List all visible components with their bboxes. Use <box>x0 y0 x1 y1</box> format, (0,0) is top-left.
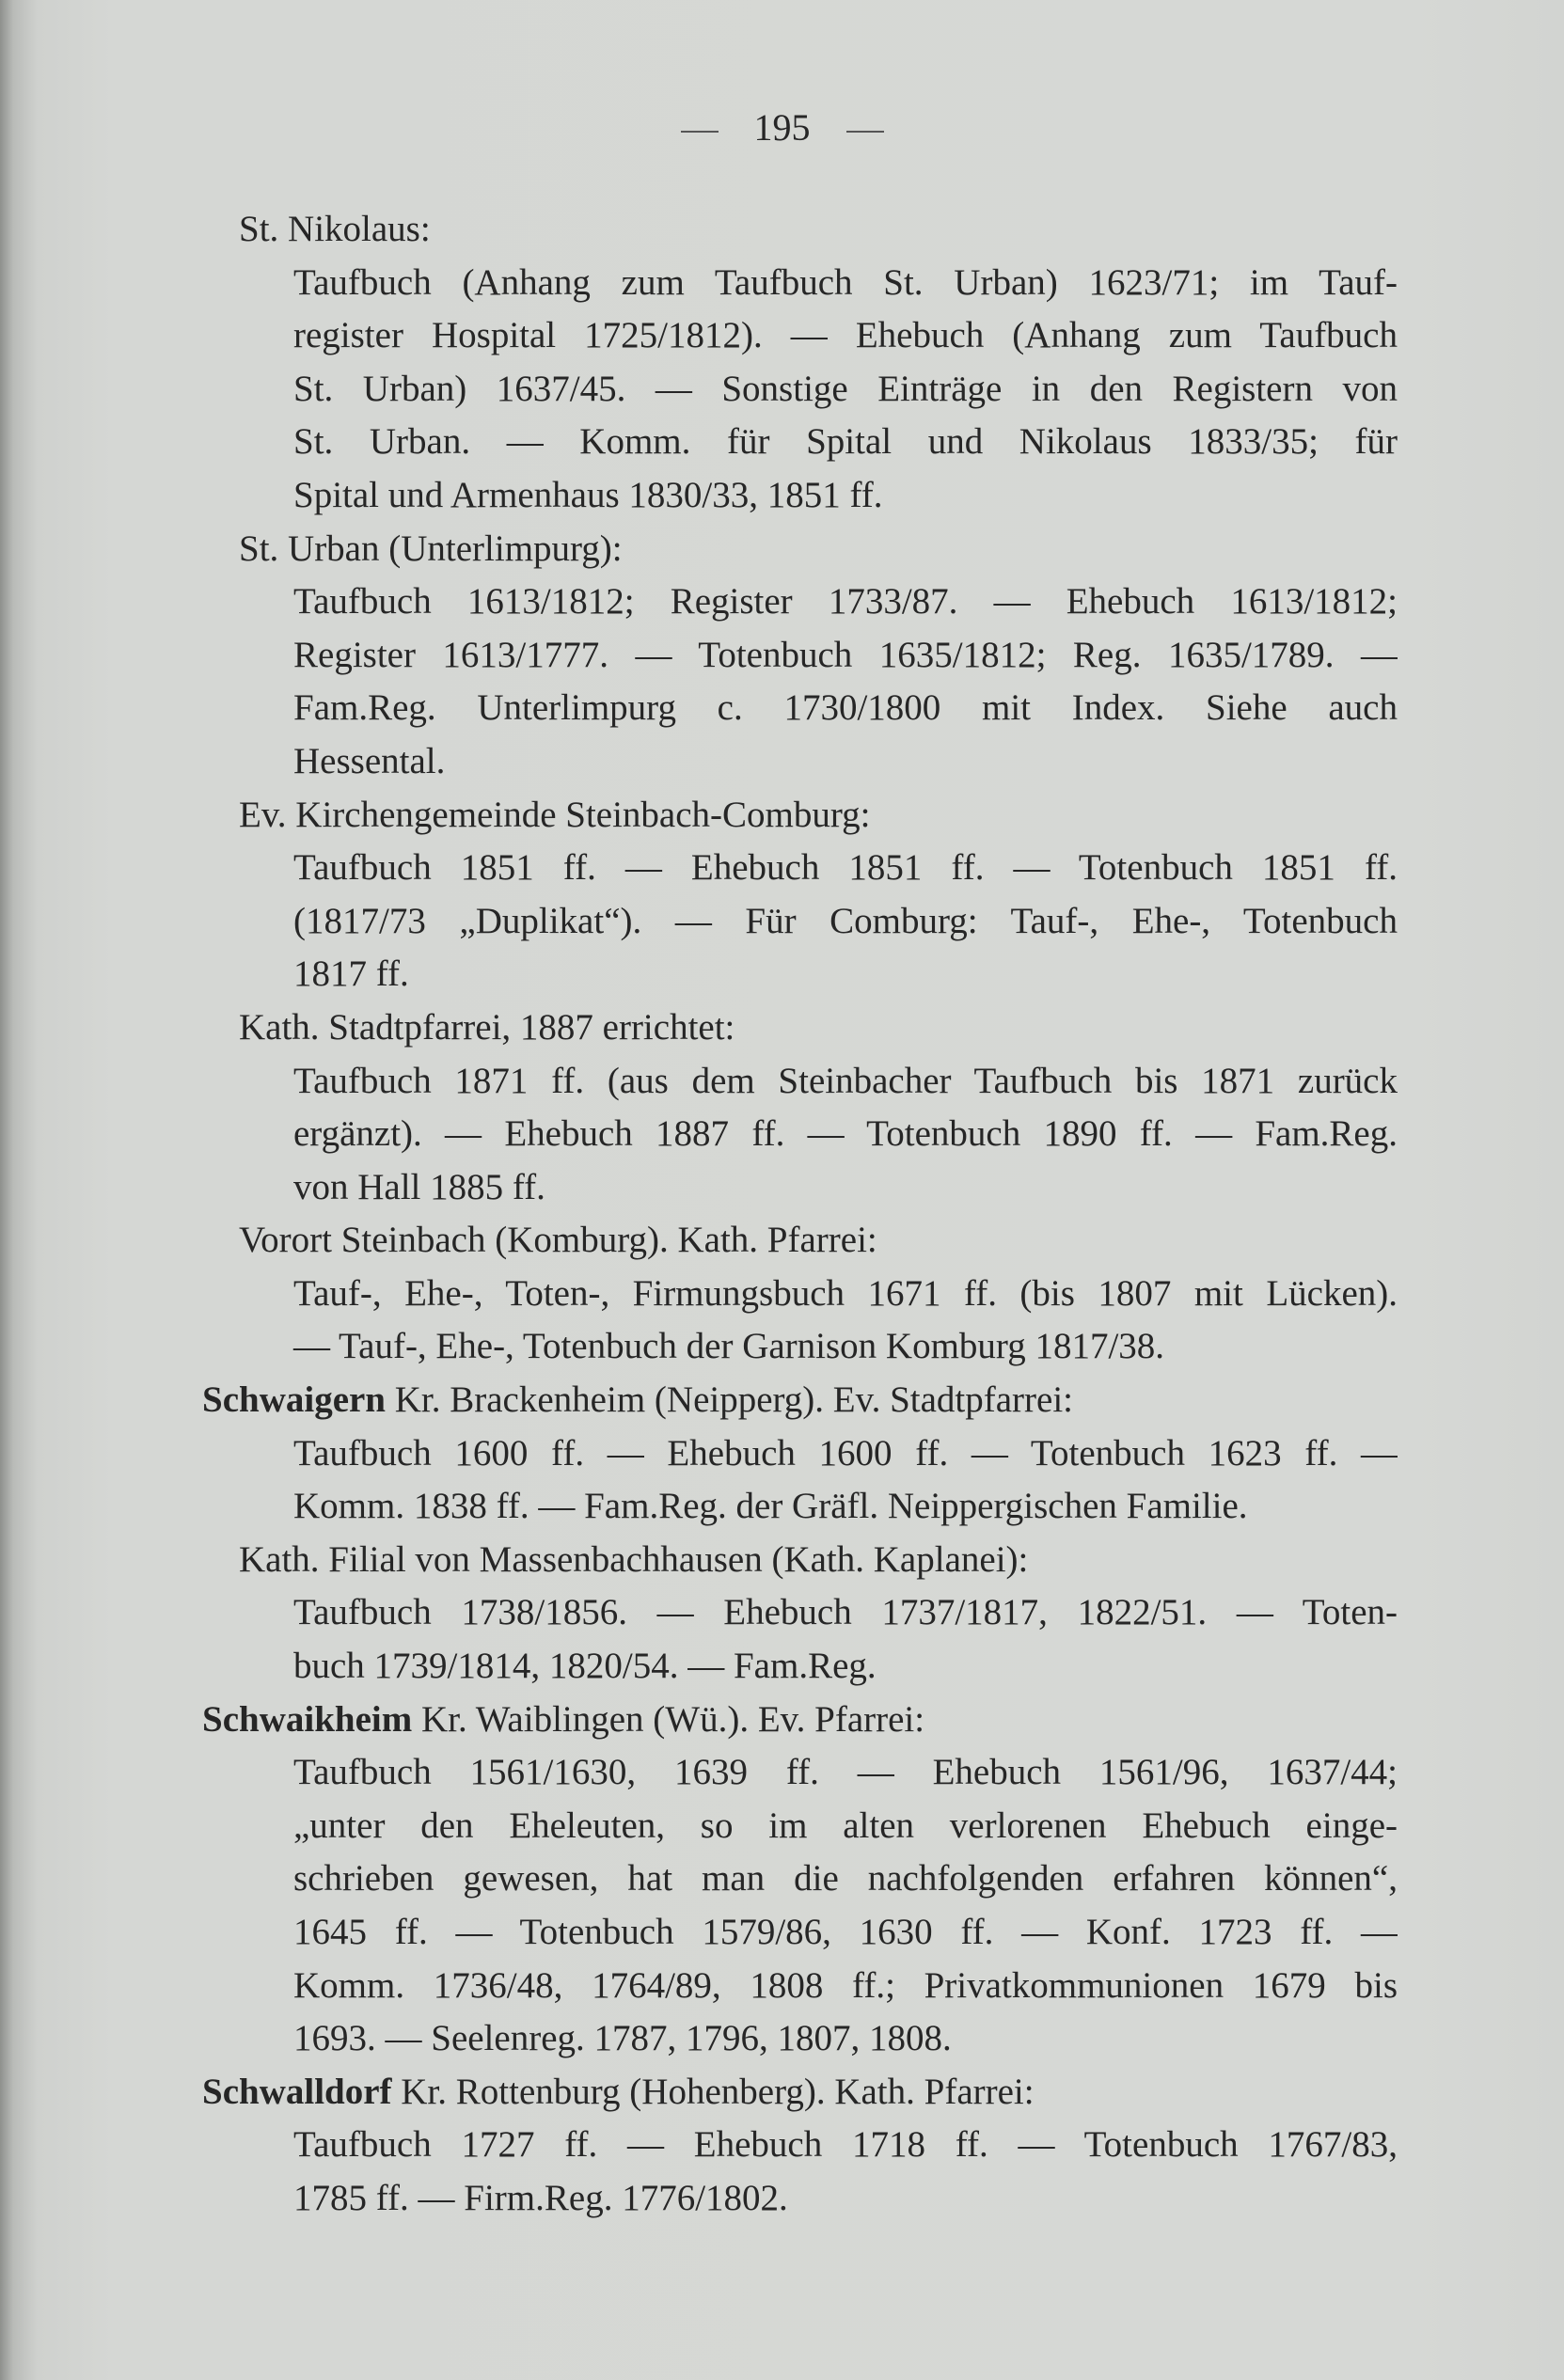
text-line <box>239 1214 1398 1268</box>
dash-left <box>681 131 719 133</box>
text-line <box>293 1108 1398 1161</box>
entry-paragraph <box>0 1268 1564 1374</box>
line-text: Komm. 1838 ff. — Fam.Reg. der Gräfl. Neippergischen Familie. <box>293 1486 1248 1527</box>
line-text: Kath. Filial von Massenbachhausen (Kath. Kaplanei): <box>239 1538 1029 1580</box>
text-line <box>293 1960 1398 2013</box>
line-text: Taufbuch 1600 ff. — Ehebuch 1600 ff. — Totenbuch 1623 ff. — <box>293 1432 1398 1474</box>
text-line <box>293 682 1398 735</box>
entry-paragraph <box>0 575 1564 788</box>
line-text: Register 1613/1777. — Totenbuch 1635/1812; Reg. 1635/1789. — <box>293 634 1398 675</box>
section-heading <box>0 1001 1564 1055</box>
line-text: 1693. — Seelenreg. 1787, 1796, 1807, 1808. <box>293 2018 952 2059</box>
text-line <box>239 523 1398 576</box>
line-text: Taufbuch 1613/1812; Register 1733/87. — Ehebuch 1613/1812; <box>293 581 1398 623</box>
line-text: register Hospital 1725/1812). — Ehebuch (Anhang zum Taufbuch <box>293 315 1398 356</box>
text-line <box>239 1001 1398 1055</box>
line-text: Taufbuch 1871 ff. (aus dem Steinbacher Taufbuch bis 1871 zurück <box>293 1060 1398 1101</box>
line-text: — Tauf-, Ehe-, Totenbuch der Garnison Komburg 1817/38. <box>293 1326 1165 1367</box>
text-line <box>293 416 1398 469</box>
line-text: 1645 ff. — Totenbuch 1579/86, 1630 ff. — Konf. 1723 ff. — <box>293 1912 1398 1952</box>
line-text: von Hall 1885 ff. <box>293 1166 545 1207</box>
entry-paragraph <box>0 1746 1564 2066</box>
section-heading <box>0 789 1564 843</box>
text-line <box>293 629 1398 683</box>
line-text: Fam.Reg. Unterlimpurg c. 1730/1800 mit Index. Siehe auch <box>293 687 1398 729</box>
text-line <box>293 842 1398 895</box>
entry-paragraph <box>0 257 1564 523</box>
line-text: Kr. Rottenburg (Hohenberg). Kath. Pfarrei: <box>391 2071 1035 2112</box>
text-line <box>293 1640 1398 1694</box>
text-line <box>293 2119 1398 2172</box>
text-line <box>293 1427 1398 1481</box>
place-name: Schwaigern <box>202 1379 386 1421</box>
line-text: schrieben gewesen, hat man die nachfolgenden erfahren können“, <box>293 1858 1398 1899</box>
text-line <box>202 1374 1398 1427</box>
line-text: Kr. Waiblingen (Wü.). Ev. Pfarrei: <box>412 1698 925 1740</box>
line-text: Taufbuch 1561/1630, 1639 ff. — Ehebuch 1561/96, 1637/44; <box>293 1752 1398 1793</box>
entry-paragraph <box>0 1586 1564 1693</box>
text-line <box>293 2172 1398 2226</box>
line-text: Kath. Stadtpfarrei, 1887 errichtet: <box>239 1006 735 1048</box>
entry-paragraph <box>0 1427 1564 1534</box>
line-text: St. Nikolaus: <box>239 209 431 249</box>
line-text: „unter den Eheleuten, so im alten verlorenen Ehebuch einge- <box>293 1805 1398 1846</box>
text-line <box>293 309 1398 363</box>
line-text: Komm. 1736/48, 1764/89, 1808 ff.; Privatkommunionen 1679 bis <box>293 1964 1398 2006</box>
text-line <box>293 1746 1398 1800</box>
section-heading <box>0 1214 1564 1268</box>
line-text: buch 1739/1814, 1820/54. — Fam.Reg. <box>293 1646 877 1687</box>
place-entry-heading <box>0 2066 1564 2120</box>
line-text: St. Urban (Unterlimpurg): <box>239 528 623 569</box>
text-line <box>239 203 1398 257</box>
text-line <box>293 1480 1398 1534</box>
line-text: Ev. Kirchengemeinde Steinbach-Comburg: <box>239 794 871 835</box>
line-text: Taufbuch (Anhang zum Taufbuch St. Urban) 1623/71; im Tauf- <box>293 261 1398 303</box>
line-text: St. Urban. — Komm. für Spital und Nikolaus 1833/35; für <box>293 421 1398 463</box>
page-number-text: 195 <box>753 106 811 149</box>
text-line <box>293 1055 1398 1109</box>
section-heading <box>0 523 1564 576</box>
line-text: Vorort Steinbach (Komburg). Kath. Pfarrei: <box>239 1220 877 1261</box>
page-number <box>0 105 1564 150</box>
text-line <box>293 1586 1398 1640</box>
document-body <box>0 203 1564 2226</box>
text-line <box>202 1694 1398 1747</box>
text-line <box>293 1800 1398 1853</box>
text-line <box>293 1320 1398 1374</box>
line-text: Taufbuch 1727 ff. — Ehebuch 1718 ff. — Totenbuch 1767/83, <box>293 2124 1398 2166</box>
entry-paragraph <box>0 842 1564 1001</box>
dash-right <box>846 131 884 133</box>
text-line <box>239 1534 1398 1587</box>
line-text: Taufbuch 1851 ff. — Ehebuch 1851 ff. — Totenbuch 1851 ff. <box>293 847 1398 889</box>
place-name: Schwaikheim <box>202 1698 413 1740</box>
text-line <box>293 1268 1398 1321</box>
section-heading <box>0 203 1564 257</box>
text-line <box>293 469 1398 523</box>
text-line <box>293 735 1398 789</box>
text-line <box>293 895 1398 949</box>
line-text: Kr. Brackenheim (Neipperg). Ev. Stadtpfarrei: <box>386 1379 1074 1421</box>
line-text: (1817/73 „Duplikat“). — Für Comburg: Tauf-, Ehe-, Totenbuch <box>293 900 1398 941</box>
line-text: ergänzt). — Ehebuch 1887 ff. — Totenbuch 1890 ff. — Fam.Reg. <box>293 1113 1398 1155</box>
line-text: St. Urban) 1637/45. — Sonstige Einträge in den Registern von <box>293 368 1398 409</box>
line-text: Taufbuch 1738/1856. — Ehebuch 1737/1817, 1822/51. — Toten- <box>293 1592 1398 1633</box>
text-line <box>202 2066 1398 2120</box>
text-line <box>293 948 1398 1001</box>
text-line <box>239 789 1398 843</box>
text-line <box>293 1852 1398 1906</box>
line-text: 1817 ff. <box>293 954 409 995</box>
text-line <box>293 1906 1398 1960</box>
text-line <box>293 257 1398 310</box>
entry-paragraph <box>0 2119 1564 2225</box>
text-line <box>293 575 1398 629</box>
section-heading <box>0 1534 1564 1587</box>
line-text: Tauf-, Ehe-, Toten-, Firmungsbuch 1671 ff. (bis 1807 mit Lücken). <box>293 1272 1398 1314</box>
entry-paragraph <box>0 1055 1564 1215</box>
place-entry-heading <box>0 1374 1564 1427</box>
place-entry-heading <box>0 1694 1564 1747</box>
text-line <box>293 1161 1398 1215</box>
line-text: 1785 ff. — Firm.Reg. 1776/1802. <box>293 2177 788 2218</box>
line-text: Hessental. <box>293 740 446 781</box>
line-text: Spital und Armenhaus 1830/33, 1851 ff. <box>293 474 883 515</box>
place-name: Schwalldorf <box>202 2071 392 2112</box>
text-line <box>293 2012 1398 2066</box>
text-line <box>293 363 1398 417</box>
